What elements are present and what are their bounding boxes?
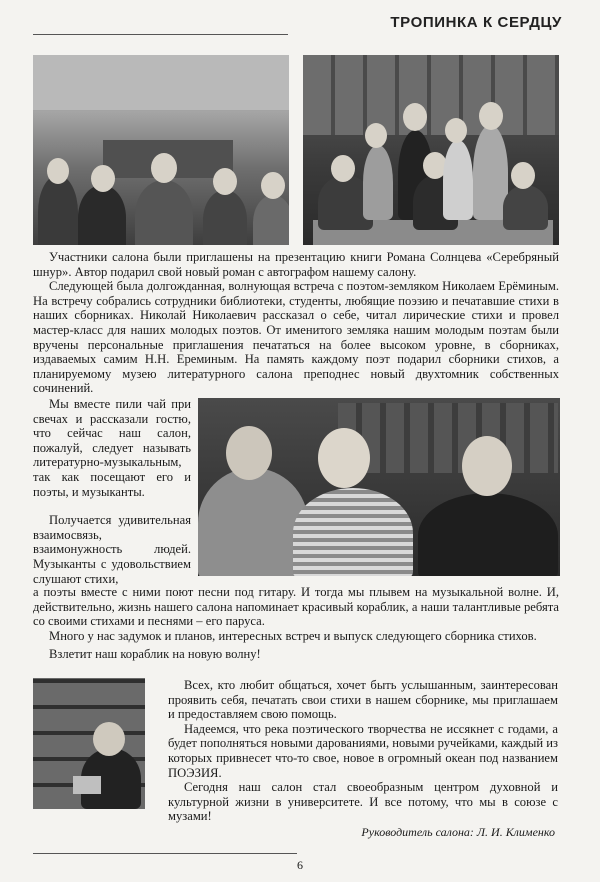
paragraph-9: Сегодня наш салон стал своеобразным центром духовной и культурной жизни в университете. И все потому, что мы в союзе с музами! [168,780,558,824]
page-header-title: ТРОПИНКА К СЕРДЦУ [390,14,562,31]
photo-group-seated [303,55,559,245]
article-text-top [33,250,559,396]
paragraph-3: Мы вместе пили чай при свечах и рассказали гостю, что сейчас наш салон, пожалуй, следует называть литературно-музыкальным, так как посещают его и поэты, и музыканты. [33,397,191,499]
paragraph-4a: Получается удивительная взаимосвязь, взаимонужность людей. Музыканты с удовольствием слушают стихи, [33,513,191,586]
photo-three-women [198,398,560,576]
photo-group-library [33,55,289,245]
header-rule [33,34,288,35]
paragraph-7: Всех, кто любит общаться, хочет быть услышанным, заинтересован проявить себя, печатать свои стихи в нашем сборнике, мы приглашаем и предоставляем свою помощь. [168,678,558,722]
paragraph-5: Много у нас задумок и планов, интересных встреч и выпуск следующего сборника стихов. [49,628,537,643]
paragraph-4b: а поэты вместе с ними поют песни под гитару. И тогда мы плывем на музыкальной волне. И, действительно, жизнь нашего салона напоминает красивый кораблик, а наши талантливые ребята со своими стихами и песнями – его паруса. [33,585,559,629]
article-text-middle [33,585,559,662]
paragraph-2: Следующей была долгожданная, волнующая встреча с поэтом-земляком Николаем Ерёминым. На встречу собрались сотрудники библиотеки, студенты, любящие поэзию и печатавшие стихи в наших сборниках. Николай Николаевич рассказал о себе, читал лирические стихи и провел мастер-класс для наших молодых поэтов. От именитого земляка нашим молодым поэтам были вручены персональные приглашения печататься на более высоком уровне, в сборниках, издаваемых самим Н.Н. Ереминым. На память каждому поэт подарил сборники стихов, а планируемому музею литературного салона преподнес новый двухтомник собственных сочинений. [33,279,559,396]
photo-woman-books [33,678,145,809]
paragraph-1: Участники салона были приглашены на презентацию книги Романа Солнцева «Серебряный шнур». Автор подарил свой новый роман с автографом нашему салону. [33,250,559,279]
paragraph-8: Надеемся, что река поэтического творчества не иссякнет с годами, а будет пополняться новыми дарованиями, новыми ручейками, каждый из которых привнесет что-то свое, новое в огромный океан под названием ПОЭЗИЯ. [168,721,558,780]
page-number: 6 [297,858,303,872]
signature: Руководитель салона: Л. И. Клименко [361,825,555,839]
spacer [33,499,191,513]
article-text-bottom [168,678,558,824]
paragraph-6: Взлетит наш кораблик на новую волну! [49,647,261,662]
article-text-left-column [33,397,191,586]
footer-rule [33,853,297,854]
